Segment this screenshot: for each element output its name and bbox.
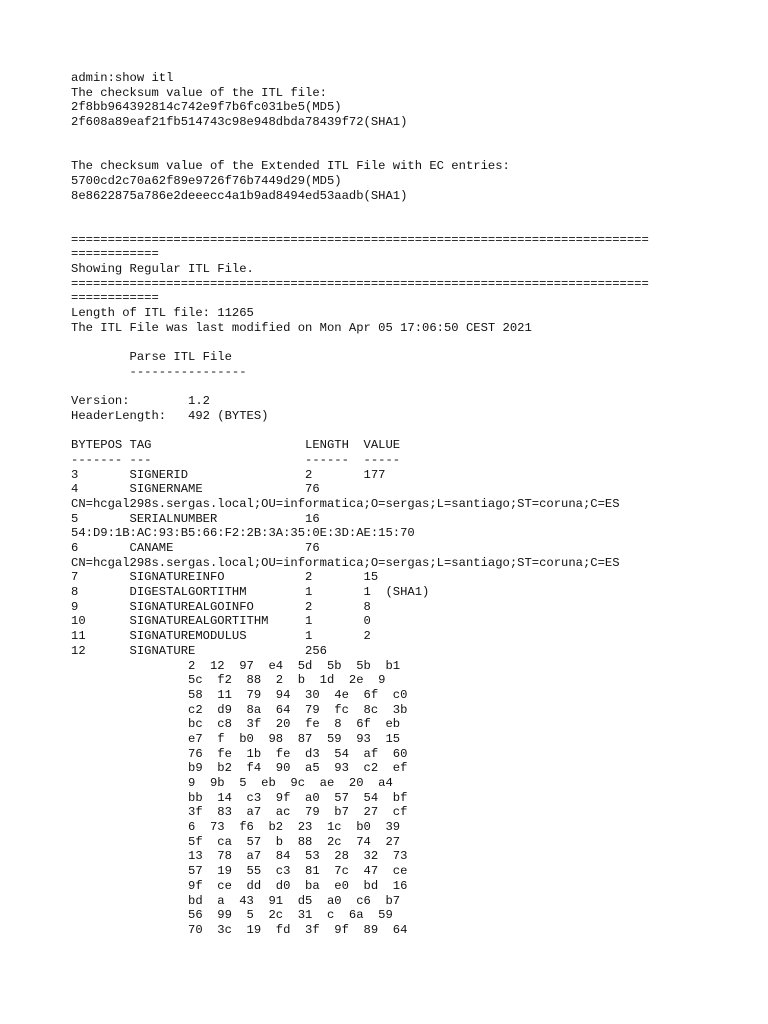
- text-line: Showing Regular ITL File.: [71, 261, 254, 276]
- text-line: bb 14 c3 9f a0 57 54 bf: [71, 790, 408, 805]
- text-line: 5c f2 88 2 b 1d 2e 9: [71, 673, 386, 688]
- text-line: Version: 1.2: [71, 394, 210, 409]
- text-line: 9 SIGNATUREALGOINFO 2 8: [71, 599, 371, 614]
- text-line: Parse ITL File: [71, 350, 232, 365]
- text-line: 11 SIGNATUREMODULUS 1 2: [71, 629, 371, 644]
- text-line: 76 fe 1b fe d3 54 af 60: [71, 746, 408, 761]
- blank-line: [71, 335, 751, 350]
- text-line: 9f ce dd d0 ba e0 bd 16: [71, 878, 408, 893]
- text-line: 5700cd2c70a62f89e9726f76b7449d29(MD5): [71, 173, 342, 188]
- text-line: HeaderLength: 492 (BYTES): [71, 408, 269, 423]
- text-line: ===============================================================================: [71, 276, 649, 291]
- text-line: 70 3c 19 fd 3f 9f 89 64: [71, 922, 408, 937]
- text-line: CN=hcgal298s.sergas.local;OU=informatica;O=sergas;L=santiago;ST=coruna;C=ES: [71, 496, 620, 511]
- text-line: ------- --- ------ -----: [71, 452, 401, 467]
- text-line: 8 DIGESTALGORTITHM 1 1 (SHA1): [71, 585, 430, 600]
- text-line: c2 d9 8a 64 79 fc 8c 3b: [71, 702, 408, 717]
- blank-line: [71, 379, 751, 394]
- text-line: 58 11 79 94 30 4e 6f c0: [71, 687, 408, 702]
- text-line: admin:show itl: [71, 71, 174, 85]
- blank-line: [71, 144, 751, 159]
- text-line: ============: [71, 247, 159, 262]
- text-line: 13 78 a7 84 53 28 32 73: [71, 849, 408, 864]
- text-line: 56 99 5 2c 31 c 6a 59: [71, 908, 393, 923]
- text-line: 3f 83 a7 ac 79 b7 27 cf: [71, 805, 408, 820]
- text-line: The ITL File was last modified on Mon Apr 05 17:06:50 CEST 2021: [71, 320, 532, 335]
- blank-line: [71, 424, 751, 439]
- text-line: Length of ITL file: 11265: [71, 306, 254, 320]
- text-line: 8e8622875a786e2deeecc4a1b9ad8494ed53aadb(SHA1): [71, 188, 408, 203]
- text-line: 54:D9:1B:AC:93:B5:66:F2:2B:3A:35:0E:3D:AE:15:70: [71, 526, 415, 541]
- text-line: bc c8 3f 20 fe 8 6f eb: [71, 717, 401, 732]
- text-line: 9 9b 5 eb 9c ae 20 a4: [71, 776, 393, 790]
- text-line: 5f ca 57 b 88 2c 74 27: [71, 834, 401, 849]
- text-line: 10 SIGNATUREALGORTITHM 1 0: [71, 614, 371, 629]
- text-line: 5 SERIALNUMBER 16: [71, 511, 320, 526]
- text-line: 4 SIGNERNAME 76: [71, 482, 320, 497]
- text-line: 2f8bb964392814c742e9f7b6fc031be5(MD5): [71, 100, 342, 115]
- text-line: e7 f b0 98 87 59 93 15: [71, 731, 401, 746]
- blank-line: [71, 218, 751, 233]
- blank-line: [71, 203, 751, 218]
- text-line: 6 73 f6 b2 23 1c b0 39: [71, 820, 401, 835]
- text-line: 2f608a89eaf21fb514743c98e948dbda78439f72(SHA1): [71, 115, 408, 130]
- text-line: 7 SIGNATUREINFO 2 15: [71, 570, 379, 585]
- text-line: The checksum value of the Extended ITL File with EC entries:: [71, 159, 510, 174]
- text-line: b9 b2 f4 90 a5 93 c2 ef: [71, 761, 408, 776]
- blank-line: [71, 130, 751, 145]
- text-line: ----------------: [71, 364, 247, 379]
- text-line: 57 19 55 c3 81 7c 47 ce: [71, 864, 408, 879]
- text-line: ============: [71, 291, 159, 306]
- document-body: [71, 71, 751, 938]
- text-line: 3 SIGNERID 2 177: [71, 467, 386, 482]
- text-line: bd a 43 91 d5 a0 c6 b7: [71, 893, 401, 908]
- text-line: 6 CANAME 76: [71, 541, 320, 555]
- text-line: BYTEPOS TAG LENGTH VALUE: [71, 438, 401, 453]
- text-line: The checksum value of the ITL file:: [71, 85, 327, 100]
- text-line: 12 SIGNATURE 256: [71, 643, 327, 658]
- text-line: ===============================================================================: [71, 232, 649, 247]
- text-line: 2 12 97 e4 5d 5b 5b b1: [71, 658, 401, 673]
- text-line: CN=hcgal298s.sergas.local;OU=informatica;O=sergas;L=santiago;ST=coruna;C=ES: [71, 555, 620, 570]
